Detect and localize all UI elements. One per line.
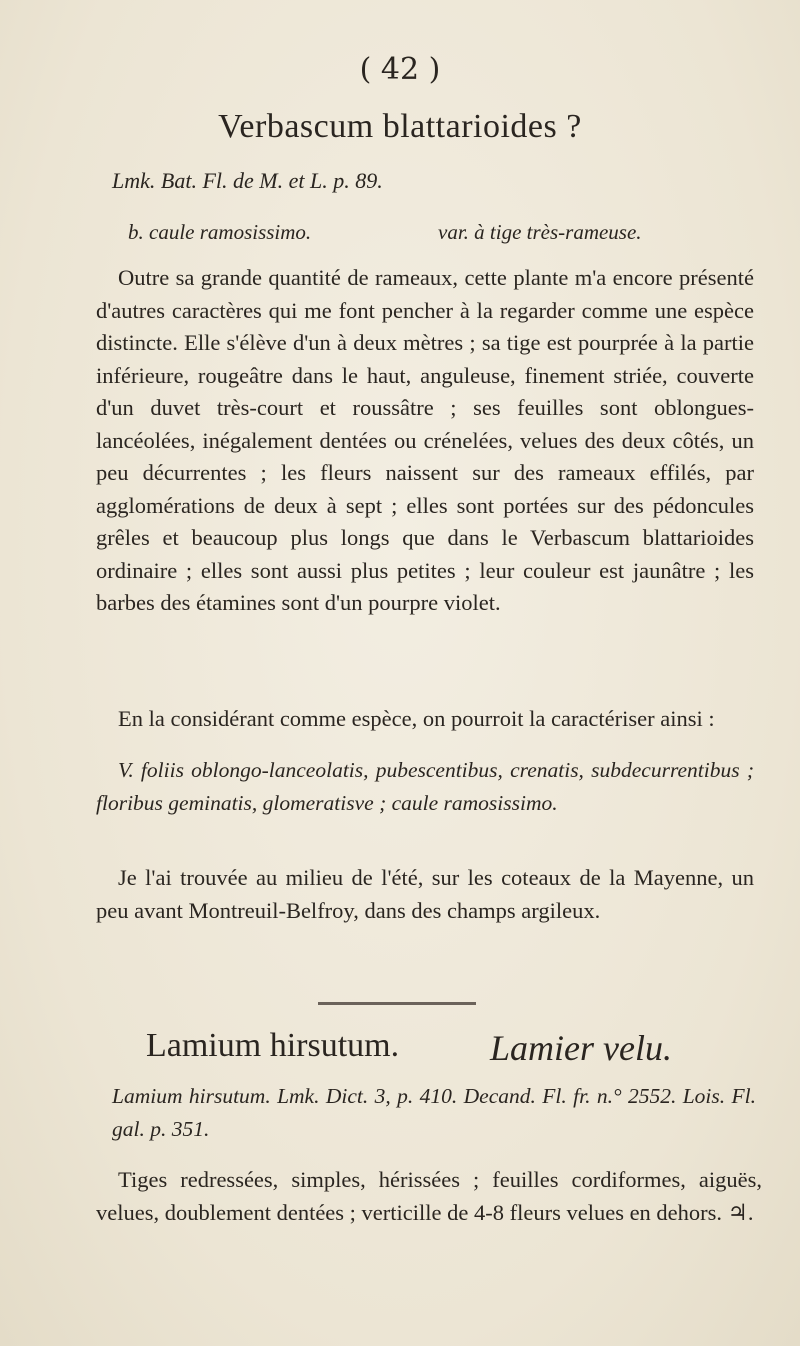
- variety-french-text: var. à tige très-rameuse.: [438, 220, 642, 244]
- reference-lamium-text: Lamium hirsutum. Lmk. Dict. 3, p. 410. Decand. Fl. fr. n.° 2552. Lois. Fl. gal. p. 351.: [112, 1084, 756, 1141]
- diagnosis-latin: [96, 754, 754, 819]
- variety-latin: b. caule ramosissimo.: [128, 220, 312, 244]
- paragraph-characterization: [96, 703, 754, 736]
- title-french-lamium: Lamier velu.: [490, 1028, 672, 1068]
- reference-lamium: [112, 1080, 756, 1145]
- paragraph-characterization-text: En la considérant comme espèce, on pourroit la caractériser ainsi :: [118, 706, 715, 731]
- paragraph-description: Outre sa grande quantité de rameaux, cette plante m'a encore présenté d'autres caractères qui me font pencher à la regarder comme une espèce distincte. Elle s'élève d'un à deux mètres ; sa tige est pourprée à la partie inférieure, rougeâtre dans le haut, anguleuse, finement striée, couverte d'un duvet très-court et roussâtre ; ses feuilles sont oblongues-lancéolées, inégalement dentées ou crénelées, velues des deux côtés, un peu décurrentes ; les fleurs naissent sur des rameaux effilés, par agglomérations de deux à sept ; elles sont portées sur des pédoncules grêles et beaucoup plus longs que dans le Verbascum blattarioides ordinaire ; elles sont aussi plus petites ; leur couleur est jaunâtre ; les barbes des étamines sont d'un pourpre violet.: [96, 265, 754, 615]
- section-divider: [318, 1002, 476, 1005]
- variety-french: [438, 216, 642, 248]
- diagnosis-text: V. foliis oblongo-lanceolatis, pubescentibus, crenatis, subdecurrentibus ; floribus geminatis, glomeratisve ; caule ramosissimo.: [96, 758, 754, 815]
- description-verbascum: [96, 262, 754, 620]
- title-latin-lamium: Lamium hirsutum.: [146, 1027, 400, 1064]
- paragraph-location-text: Je l'ai trouvée au milieu de l'été, sur les coteaux de la Mayenne, un peu avant Montreuil-Belfroy, dans des champs argileux.: [96, 865, 754, 923]
- paragraph-lamium: Tiges redressées, simples, hérissées ; feuilles cordiformes, aiguës, velues, doublement dentées ; verticille de 4-8 fleurs velues en dehors. ♃.: [96, 1167, 762, 1225]
- paragraph-location: [96, 862, 754, 927]
- page-number: ( 42 ): [359, 52, 441, 87]
- reference-verbascum: Lmk. Bat. Fl. de M. et L. p. 89.: [112, 168, 383, 193]
- species-title-verbascum: Verbascum blattarioides ?: [218, 108, 582, 145]
- description-lamium: [96, 1164, 762, 1229]
